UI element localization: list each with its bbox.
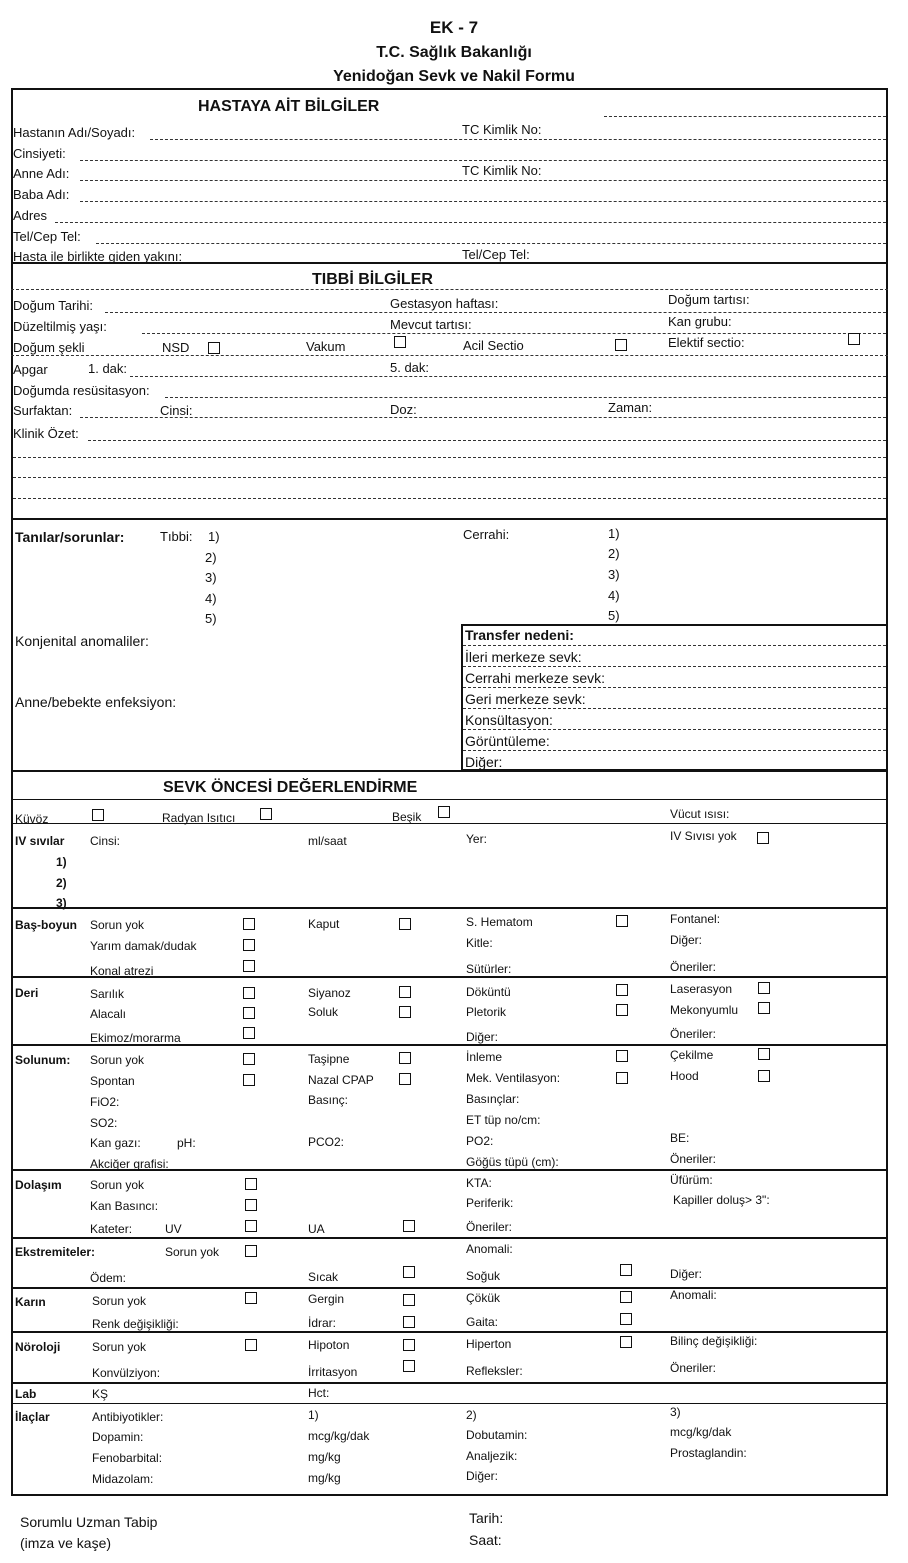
father-name-label: Baba Adı: <box>13 187 70 202</box>
ext-no-problem-label: Sorun yok <box>165 1245 220 1259</box>
medical-dx-2: 2) <box>205 550 217 565</box>
ext-anomaly-label: Anomali: <box>466 1242 513 1256</box>
vacuum-checkbox[interactable] <box>394 336 406 348</box>
mother-tc-label: TC Kimlik No: <box>462 163 542 178</box>
ext-no-problem-checkbox[interactable] <box>245 1245 257 1257</box>
incubator-label: Küvöz <box>15 812 49 826</box>
bp-label: Kan Basıncı: <box>90 1199 159 1213</box>
seizure-label: Konvülziyon: <box>92 1366 161 1380</box>
transfer-advanced-label: İleri merkeze sevk: <box>465 649 582 665</box>
fio2-label: FiO2: <box>90 1095 120 1109</box>
surfactant-dose-label: Doz: <box>390 402 417 417</box>
fontanel-label: Fontanel: <box>670 912 721 926</box>
surfactant-label: Surfaktan: <box>13 403 73 418</box>
body-temp-label: Vücut ısısı: <box>670 807 730 821</box>
antibiotic-1: 1) <box>308 1408 319 1422</box>
ncpap-checkbox[interactable] <box>399 1073 411 1085</box>
dopamine-unit: mcg/kg/dak <box>308 1429 370 1443</box>
birth-date-label: Doğum Tarihi: <box>13 298 93 313</box>
respiration-label: Solunum: <box>15 1053 71 1067</box>
date-label: Tarih: <box>469 1510 504 1526</box>
phone-field[interactable] <box>96 243 886 244</box>
hypertonic-checkbox[interactable] <box>620 1336 632 1348</box>
pale-label: Soluk <box>308 1005 339 1019</box>
medical-diagnoses-label: Tıbbi: <box>160 529 193 544</box>
abdomen-label: Karın <box>15 1295 46 1309</box>
circulation-label: Dolaşım <box>15 1178 62 1192</box>
surfactant-type-label: Cinsi: <box>160 403 193 418</box>
antibiotic-3: 3) <box>670 1405 681 1419</box>
ua-label: UA <box>308 1222 325 1236</box>
tc-no-label: TC Kimlik No: <box>462 122 542 137</box>
transfer-back-label: Geri merkeze sevk: <box>465 691 586 707</box>
uv-checkbox[interactable] <box>245 1220 257 1232</box>
sunken-checkbox[interactable] <box>620 1291 632 1303</box>
phenobarbital-label: Fenobarbital: <box>92 1451 163 1465</box>
uv-label: UV <box>165 1222 182 1236</box>
current-weight-label: Mevcut tartısı: <box>390 317 472 332</box>
stool-label: Gaita: <box>466 1315 499 1329</box>
urine-checkbox[interactable] <box>403 1316 415 1328</box>
rash-checkbox[interactable] <box>616 984 628 996</box>
clinical-summary-line[interactable] <box>13 457 886 458</box>
transfer-imaging-label: Görüntüleme: <box>465 733 550 749</box>
clinical-summary-line[interactable] <box>13 477 886 478</box>
form-title: Yenidoğan Sevk ve Nakil Formu <box>333 68 575 85</box>
clinical-summary-line[interactable] <box>88 440 886 441</box>
xray-label: Akciğer grafisi: <box>90 1157 169 1171</box>
iv-none-checkbox[interactable] <box>757 832 769 844</box>
ncpap-label: Nazal CPAP <box>308 1073 374 1087</box>
surgical-dx-1: 1) <box>608 526 620 541</box>
so2-label: SO2: <box>90 1116 118 1130</box>
resp-recommend-label: Öneriler: <box>670 1152 717 1166</box>
hypotonic-label: Hipoton <box>308 1338 350 1352</box>
stool-checkbox[interactable] <box>620 1313 632 1325</box>
midazolam-unit: mg/kg <box>308 1471 341 1485</box>
drugs-other-label: Diğer: <box>466 1469 499 1483</box>
resp-no-problem-checkbox[interactable] <box>243 1053 255 1065</box>
skin-other-label: Diğer: <box>466 1030 499 1044</box>
lab-label: Lab <box>15 1387 37 1401</box>
hypotonic-checkbox[interactable] <box>403 1339 415 1351</box>
birth-weight-label: Doğum tartısı: <box>668 292 750 307</box>
crib-checkbox[interactable] <box>438 806 450 818</box>
corrected-age-label: Düzeltilmiş yaşı: <box>13 319 107 334</box>
neuro-no-problem-checkbox[interactable] <box>245 1339 257 1351</box>
jaundice-checkbox[interactable] <box>243 987 255 999</box>
bruise-checkbox[interactable] <box>243 1027 255 1039</box>
ministry-title: T.C. Sağlık Bakanlığı <box>376 44 532 61</box>
hematoma-checkbox[interactable] <box>616 915 628 927</box>
radiant-warmer-checkbox[interactable] <box>260 808 272 820</box>
transfer-other-label: Diğer: <box>465 754 503 770</box>
surgical-dx-4: 4) <box>608 588 620 603</box>
diagnoses-label: Tanılar/sorunlar: <box>15 529 125 545</box>
dobutamine-unit: mcg/kg/dak <box>670 1425 732 1439</box>
be-label: BE: <box>670 1131 690 1145</box>
cold-checkbox[interactable] <box>620 1264 632 1276</box>
meconium-label: Mekonyumlu <box>670 1003 739 1017</box>
pale-checkbox[interactable] <box>399 1006 411 1018</box>
plethoric-checkbox[interactable] <box>616 1004 628 1016</box>
midazolam-label: Midazolam: <box>92 1472 154 1486</box>
mottled-checkbox[interactable] <box>243 1007 255 1019</box>
iv-type-label: Cinsi: <box>90 834 121 848</box>
po2-label: PO2: <box>466 1134 494 1148</box>
sunken-label: Çökük <box>466 1291 501 1305</box>
vacuum-label: Vakum <box>306 339 346 354</box>
infection-label: Anne/bebekte enfeksiyon: <box>15 694 177 710</box>
mechvent-label: Mek. Ventilasyon: <box>466 1071 561 1085</box>
rash-label: Döküntü <box>466 985 511 999</box>
kta-label: KTA: <box>466 1176 492 1190</box>
skin-recommend-label: Öneriler: <box>670 1027 717 1041</box>
distended-checkbox[interactable] <box>403 1294 415 1306</box>
address-label: Adres <box>13 208 47 223</box>
tachypnea-checkbox[interactable] <box>399 1052 411 1064</box>
spontaneous-label: Spontan <box>90 1074 135 1088</box>
iv-none-label: IV Sıvısı yok <box>670 829 737 843</box>
nsd-checkbox[interactable] <box>208 342 220 354</box>
grunting-checkbox[interactable] <box>616 1050 628 1062</box>
iv-row-2: 2) <box>56 876 67 890</box>
antibiotic-2: 2) <box>466 1408 477 1422</box>
mother-name-field[interactable] <box>80 180 886 181</box>
elective-cs-checkbox[interactable] <box>848 333 860 345</box>
neuro-no-problem-label: Sorun yok <box>92 1340 147 1354</box>
reflex-label: Refleksler: <box>466 1364 523 1378</box>
father-name-field[interactable] <box>80 201 886 202</box>
time-label: Saat: <box>469 1532 502 1548</box>
iv-row-3: 3) <box>56 896 67 910</box>
surgical-diagnoses-label: Cerrahi: <box>463 527 510 542</box>
cleft-label: Yarım damak/dudak <box>90 939 197 953</box>
radiant-warmer-label: Radyan Isıtıcı <box>162 811 236 825</box>
medical-dx-3: 3) <box>205 570 217 585</box>
surfactant-time-label: Zaman: <box>608 400 653 415</box>
murmur-label: Üfürüm: <box>670 1173 713 1187</box>
surgical-dx-3: 3) <box>608 567 620 582</box>
iv-fluids-label: IV sıvılar <box>15 834 65 848</box>
pressures-label: Basınçlar: <box>466 1092 520 1106</box>
address-field[interactable] <box>55 222 886 223</box>
grunting-label: İnleme <box>466 1050 503 1064</box>
ext-other-label: Diğer: <box>670 1267 703 1281</box>
circ-no-problem-checkbox[interactable] <box>245 1178 257 1190</box>
pressure-label: Basınç: <box>308 1093 349 1107</box>
irritable-label: İrritasyon <box>308 1365 358 1379</box>
dobutamine-label: Dobutamin: <box>466 1428 528 1442</box>
abd-no-problem-checkbox[interactable] <box>245 1292 257 1304</box>
circ-recommend-label: Öneriler: <box>466 1220 513 1234</box>
iv-row-1: 1) <box>56 855 67 869</box>
urine-label: İdrar: <box>308 1316 337 1330</box>
cyanosis-label: Siyanoz <box>308 986 351 1000</box>
hypertonic-label: Hiperton <box>466 1337 512 1351</box>
ph-label: pH: <box>177 1136 196 1150</box>
patient-name-field[interactable] <box>150 139 886 140</box>
phenobarbital-unit: mg/kg <box>308 1450 341 1464</box>
medical-dx-4: 4) <box>205 591 217 606</box>
neurology-label: Nöroloji <box>15 1340 61 1354</box>
plethoric-label: Pletorik <box>466 1005 507 1019</box>
gestation-label: Gestasyon haftası: <box>390 296 499 311</box>
resp-no-problem-label: Sorun yok <box>90 1053 145 1067</box>
hood-checkbox[interactable] <box>758 1070 770 1082</box>
delivery-label: Doğum şekli <box>13 340 85 355</box>
clinical-summary-line[interactable] <box>13 498 886 499</box>
hood-label: Hood <box>670 1069 699 1083</box>
prostaglandin-label: Prostaglandin: <box>670 1446 747 1460</box>
mass-label: Kitle: <box>466 936 493 950</box>
congenital-anomalies-label: Konjenital anomaliler: <box>15 633 149 649</box>
dopamine-label: Dopamin: <box>92 1430 144 1444</box>
caput-checkbox[interactable] <box>399 918 411 930</box>
head-other-label: Diğer: <box>670 933 703 947</box>
signature-stamp-label: (imza ve kaşe) <box>20 1535 112 1551</box>
mottled-label: Alacalı <box>90 1007 127 1021</box>
laceration-checkbox[interactable] <box>758 982 770 994</box>
antibiotics-label: Antibiyotikler: <box>92 1410 164 1424</box>
warm-label: Sıcak <box>308 1270 339 1284</box>
capillary-label: Kapiller doluş> 3": <box>673 1193 770 1207</box>
circ-no-problem-label: Sorun yok <box>90 1178 145 1192</box>
laceration-label: Laserasyon <box>670 982 733 996</box>
abd-anomaly-label: Anomali: <box>670 1288 717 1302</box>
companion-label: Hasta ile birlikte giden yakını: <box>13 249 183 264</box>
drugs-label: İlaçlar <box>15 1410 50 1424</box>
warm-checkbox[interactable] <box>403 1266 415 1278</box>
pre-transfer-section-title: SEVK ÖNCESİ DEĞERLENDİRME <box>163 779 418 796</box>
gender-field[interactable] <box>80 160 886 161</box>
crib-label: Beşik <box>392 810 422 824</box>
elective-cs-label: Elektif sectio: <box>668 335 745 350</box>
transfer-reason-title: Transfer nedeni: <box>465 627 574 643</box>
gender-label: Cinsiyeti: <box>13 146 66 161</box>
choanal-atresia-checkbox[interactable] <box>243 960 255 972</box>
hematoma-label: S. Hematom <box>466 915 533 929</box>
edema-label: Ödem: <box>90 1271 127 1285</box>
medical-dx-1: 1) <box>208 529 220 544</box>
retraction-checkbox[interactable] <box>758 1048 770 1060</box>
medical-dx-5: 5) <box>205 611 217 626</box>
head-no-problem-checkbox[interactable] <box>243 918 255 930</box>
distended-label: Gergin <box>308 1292 345 1306</box>
cold-label: Soğuk <box>466 1269 501 1283</box>
medical-section-title: TIBBİ BİLGİLER <box>312 271 433 288</box>
consciousness-label: Bilinç değişikliği: <box>670 1334 758 1348</box>
iv-rate-label: ml/saat <box>308 834 347 848</box>
head-neck-label: Baş-boyun <box>15 918 78 932</box>
patient-section-title: HASTAYA AİT BİLGİLER <box>198 98 380 115</box>
mother-name-label: Anne Adı: <box>13 166 70 181</box>
bp-checkbox[interactable] <box>245 1199 257 1211</box>
jaundice-label: Sarılık <box>90 987 125 1001</box>
phone-label: Tel/Cep Tel: <box>13 229 81 244</box>
color-change-label: Renk değişikliği: <box>92 1317 179 1331</box>
ua-checkbox[interactable] <box>403 1220 415 1232</box>
cleft-checkbox[interactable] <box>243 939 255 951</box>
transfer-surgical-label: Cerrahi merkeze sevk: <box>465 670 606 686</box>
cyanosis-checkbox[interactable] <box>399 986 411 998</box>
peripheral-label: Periferik: <box>466 1196 514 1210</box>
incubator-checkbox[interactable] <box>92 809 104 821</box>
spontaneous-checkbox[interactable] <box>243 1074 255 1086</box>
caput-label: Kaput <box>308 917 340 931</box>
abd-no-problem-label: Sorun yok <box>92 1294 147 1308</box>
meconium-checkbox[interactable] <box>758 1002 770 1014</box>
head-recommend-label: Öneriler: <box>670 960 717 974</box>
head-no-problem-label: Sorun yok <box>90 918 145 932</box>
nsd-label: NSD <box>162 340 190 355</box>
neuro-recommend-label: Öneriler: <box>670 1361 717 1375</box>
patient-name-label: Hastanın Adı/Soyadı: <box>13 125 136 140</box>
apgar-5-label: 5. dak: <box>390 360 430 375</box>
blood-sugar-label: KŞ <box>92 1387 109 1401</box>
emergency-cs-label: Acil Sectio <box>463 338 524 353</box>
irritable-checkbox[interactable] <box>403 1360 415 1372</box>
hct-label: Hct: <box>308 1386 330 1400</box>
apgar-label: Apgar <box>13 362 48 377</box>
extremities-label: Ekstremiteler: <box>15 1245 96 1259</box>
iv-site-label: Yer: <box>466 832 487 846</box>
apgar-1-label: 1. dak: <box>88 361 128 376</box>
responsible-doctor-label: Sorumlu Uzman Tabip <box>20 1514 158 1530</box>
skin-label: Deri <box>15 986 39 1000</box>
resuscitation-label: Doğumda resüsitasyon: <box>13 383 150 398</box>
retraction-label: Çekilme <box>670 1048 714 1062</box>
choanal-atresia-label: Konal atrezi <box>90 964 154 978</box>
surgical-dx-2: 2) <box>608 546 620 561</box>
sutures-label: Sütürler: <box>466 962 512 976</box>
catheter-label: Kateter: <box>90 1222 133 1236</box>
surgical-dx-5: 5) <box>608 608 620 623</box>
bruise-label: Ekimoz/morarma <box>90 1031 181 1045</box>
pco2-label: PCO2: <box>308 1135 345 1149</box>
tachypnea-label: Taşipne <box>308 1052 350 1066</box>
clinical-summary-label: Klinik Özet: <box>13 426 79 441</box>
blood-group-label: Kan grubu: <box>668 314 732 329</box>
annex-label: EK - 7 <box>429 18 479 37</box>
mechvent-checkbox[interactable] <box>616 1072 628 1084</box>
ett-label: ET tüp no/cm: <box>466 1113 541 1127</box>
emergency-cs-checkbox[interactable] <box>615 339 627 351</box>
chesttube-label: Göğüs tüpü (cm): <box>466 1155 559 1169</box>
transfer-consult-label: Konsültasyon: <box>465 712 553 728</box>
bloodgas-label: Kan gazı: <box>90 1136 141 1150</box>
companion-phone-label: Tel/Cep Tel: <box>462 247 530 262</box>
analgesic-label: Analjezik: <box>466 1449 518 1463</box>
